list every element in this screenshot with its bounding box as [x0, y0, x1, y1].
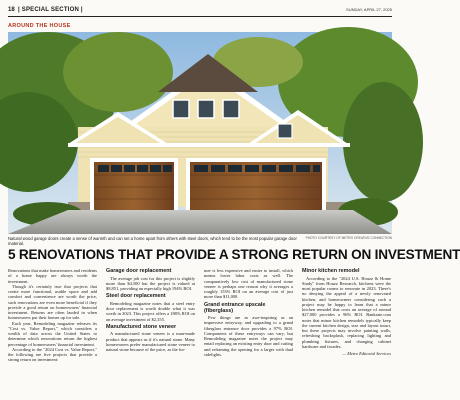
house-photo: [8, 32, 392, 234]
issue-date: SUNDAY, APRIL 27, 2025: [346, 7, 392, 12]
column-3: [204, 268, 293, 357]
paragraph: Renovations that make homeowners and residents of a home happy are always worth the investment.: [8, 268, 97, 284]
section-label: | SPECIAL SECTION |: [18, 7, 83, 13]
page-header: [8, 5, 392, 15]
paragraph: Few things are as awe-inspiring as an impressive entryway, and upgrading to a grand fiberglass entrance door provides a 97% ROI. Components of these entryways can vary, but Remodeling magazine notes the project may entail replacing an existing entry door and cutting and reframing the opening for a larger with dual sidelights.: [204, 315, 293, 357]
column-2: [106, 268, 195, 352]
house-photo-illustration: [8, 32, 392, 234]
article-headline: 5 RENOVATIONS THAT PROVIDE A STRONG RETURN ON INVESTMENT: [8, 247, 460, 262]
section-kicker: AROUND THE HOUSE: [8, 23, 71, 29]
paragraph: A manufactured stone veneer is a man-made product that appears as if it's natural stone. Many homeowners prefer manufactured stone veneer to natural stone because of the price, as the for-: [106, 331, 195, 352]
paragraph: Though it's certainly true that projects that create more functional, usable space and add comfort and convenience are worth the price, such renovations are even more beneficial if they provide a good return on homeowners' financial investment. Returns are often lauded in when homeowners put their homes up for sale.: [8, 283, 97, 321]
subhead-garage-door: Garage door replacement: [106, 268, 172, 274]
paragraph: According to the "2024 U.S. Houzz & Home Study" from Houzz Research, kitchens were the most popular rooms to renovate in 2023. There's no denying the appeal of a newly renovated kitchen, and homeowners considering such a project may be happy to learn that a minor kitchen remodel that costs an average of around $27,000 provides a 96% ROI. Bankrate.com notes that minor kitchen remodels typically keep the current kitchen design, size and layout intact, but these projects may involve painting walls, refreshing backsplash, replacing lighting and plumbing fixtures, and changing cabinet hardware and facades.: [302, 275, 391, 349]
subhead-grand-entrance: Grand entrance upscale (fiberglass): [204, 301, 266, 314]
paragraph: According to the "2024 Cost vs. Value Report," the following are five projects that provide a strong return on investment:: [8, 346, 97, 363]
paragraph: mer is less expensive and easier to install, which means lower labor costs as well. The comparatively low cost of manufactured stone veneer is perhaps one reason why it averages a roughly 153% ROI on an average cost of just more than $11,000.: [204, 268, 293, 300]
subhead-kitchen-remodel: Minor kitchen remodel: [302, 268, 360, 274]
article-body: [8, 268, 392, 398]
photo-caption: Natural wood garage doors create a sense of warmth and can set a home apart from others with steel doors, which tend to be the most popular garage door material.: [8, 236, 297, 246]
paragraph: Each year, Remodeling magazine releases its "Cost vs. Value Report," which considers a wealth of data across the United States to determine which renovations return the highest percentage of homeowners' financial investment.: [8, 320, 97, 347]
page-number: 18: [8, 7, 15, 13]
paragraph: The average job cost for this project is slightly more than $4,500 but the project is valued at $8,851, providing an especially high 194% ROI.: [106, 275, 195, 291]
subhead-stone-veneer: Manufactured stone veneer: [106, 323, 177, 330]
byline: — Metro Editorial Services: [342, 351, 391, 356]
photo-credit: PHOTO COURTESY OF METRO CREATIVE CONNECTION: [305, 236, 392, 240]
subhead-steel-door: Steel door replacement: [106, 293, 166, 300]
header-rule: [8, 16, 392, 17]
paragraph: Remodeling magazine notes that a steel entry door replacement is worth double what it was worth in 2023. This project offers a 188% ROI on an average investment of $2,355.: [106, 300, 195, 322]
column-4: [302, 268, 391, 356]
column-1: [8, 268, 97, 363]
